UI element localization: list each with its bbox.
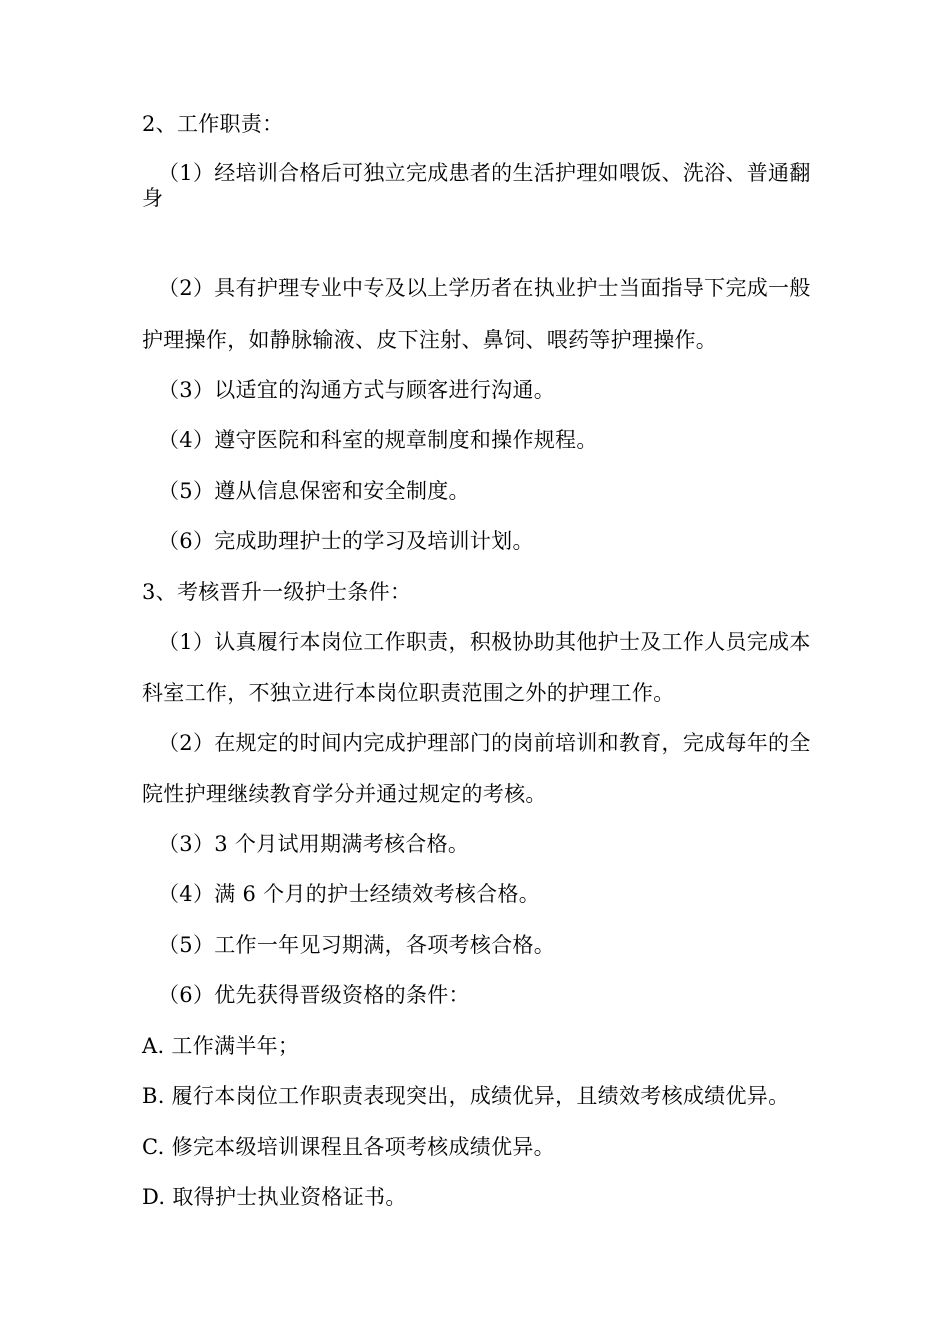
section-heading-duties: 2、工作职责： <box>142 112 284 136</box>
promotion-item-2: （2）在规定的时间内完成护理部门的岗前培训和教育，完成每年的全 <box>158 731 811 755</box>
duty-item-2: （2）具有护理专业中专及以上学历者在执业护士当面指导下完成一般 <box>158 276 811 300</box>
duty-item-6: （6）完成助理护士的学习及培训计划。 <box>158 529 534 553</box>
section-heading-promotion: 3、考核晋升一级护士条件： <box>142 580 412 604</box>
promotion-item-3: （3）3 个月试用期满考核合格。 <box>158 832 470 856</box>
condition-b: B. 履行本岗位工作职责表现突出，成绩优异，且绩效考核成绩优异。 <box>142 1084 790 1108</box>
promotion-item-1: （1）认真履行本岗位工作职责，积极协助其他护士及工作人员完成本 <box>158 630 811 654</box>
duty-item-4: （4）遵守医院和科室的规章制度和操作规程。 <box>158 428 598 452</box>
duty-item-2-continued: 护理操作，如静脉输液、皮下注射、鼻饲、喂药等护理操作。 <box>142 328 718 352</box>
promotion-item-5: （5）工作一年见习期满，各项考核合格。 <box>158 933 556 957</box>
promotion-item-4: （4）满 6 个月的护士经绩效考核合格。 <box>158 882 541 906</box>
duty-item-5: （5）遵从信息保密和安全制度。 <box>158 479 470 503</box>
condition-d: D. 取得护士执业资格证书。 <box>142 1185 407 1209</box>
duty-item-3: （3）以适宜的沟通方式与顾客进行沟通。 <box>158 378 556 402</box>
promotion-item-2-continued: 院性护理继续教育学分并通过规定的考核。 <box>142 782 547 806</box>
duty-item-1: （1）经培训合格后可独立完成患者的生活护理如喂饭、洗浴、普通翻 <box>158 161 811 185</box>
promotion-item-1-continued: 科室工作，不独立进行本岗位职责范围之外的护理工作。 <box>142 681 675 705</box>
promotion-item-6: （6）优先获得晋级资格的条件： <box>158 983 470 1007</box>
condition-c: C. 修完本级培训课程且各项考核成绩优异。 <box>142 1135 555 1159</box>
condition-a: A. 工作满半年； <box>142 1034 300 1058</box>
duty-item-1-continued: 身 <box>142 186 164 210</box>
